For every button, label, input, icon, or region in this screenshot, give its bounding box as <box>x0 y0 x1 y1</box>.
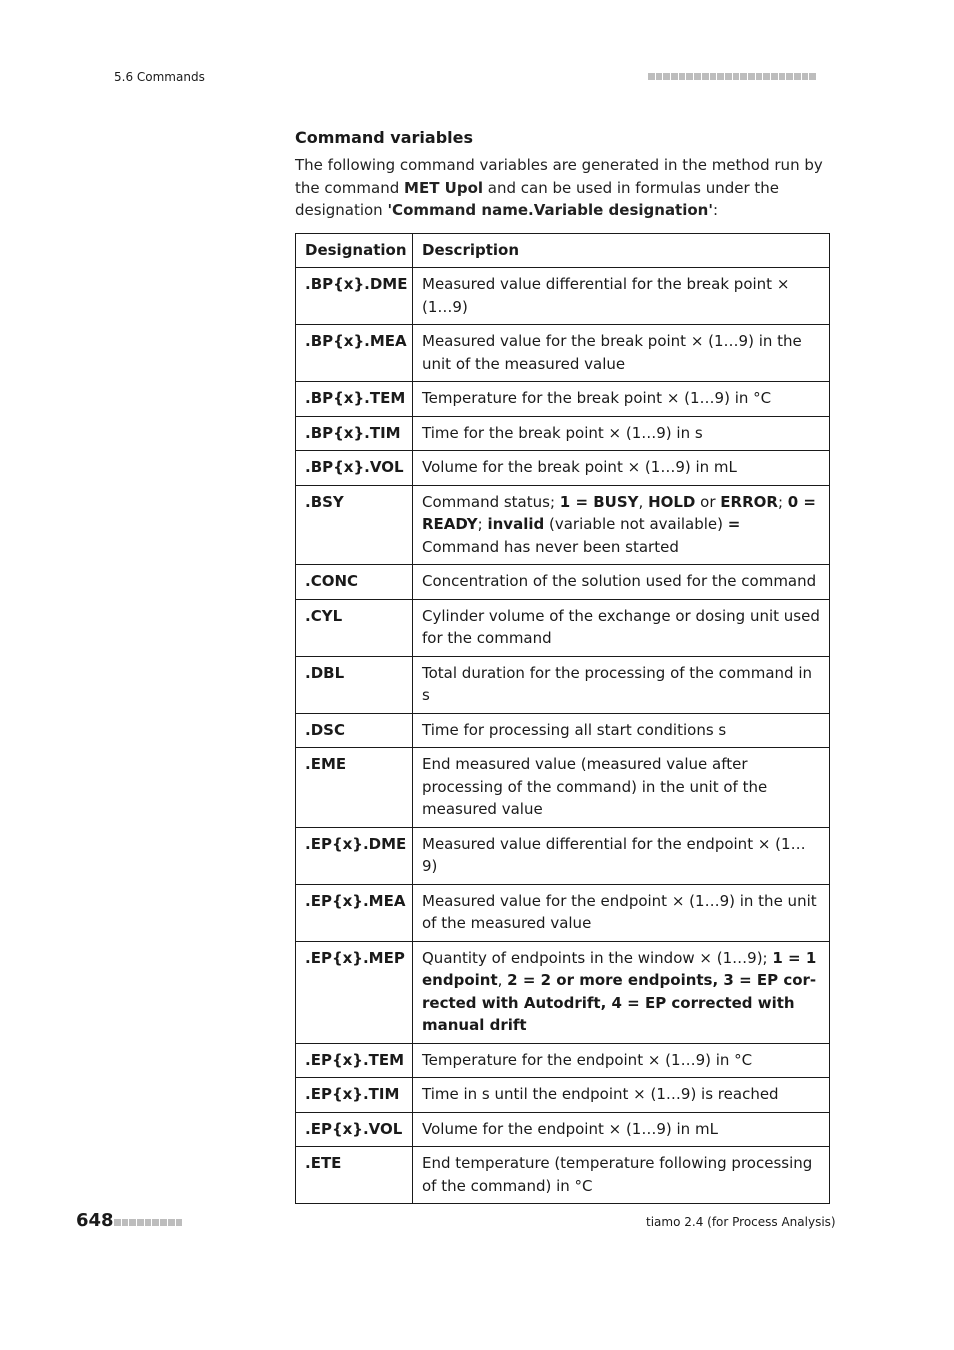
intro-paragraph <box>295 154 830 222</box>
decoration-square <box>114 1219 121 1226</box>
table-row <box>296 941 830 1043</box>
decoration-square <box>122 1219 129 1226</box>
running-header-section: 5.6 Commands <box>114 70 205 84</box>
description-text: ; <box>777 492 788 511</box>
decoration-square <box>679 73 686 80</box>
description-bold: 0 = READY <box>422 492 816 533</box>
variable-designation: .BSY <box>296 485 413 565</box>
intro-command-name: MET Upol <box>404 178 484 197</box>
variable-designation: .EP{x}.TIM <box>296 1078 413 1113</box>
description-text: Measured value for the break point × (1…9) in the unit of the measured value <box>422 332 802 373</box>
decoration-square <box>740 73 747 80</box>
description-text: Temperature for the break point × (1…9) in °C <box>422 389 772 407</box>
variable-designation: .EP{x}.DME <box>296 827 413 884</box>
description-bold: 1 = 1 endpoint <box>422 948 817 989</box>
table-row <box>296 748 830 828</box>
variables-table <box>295 233 830 1205</box>
description-text: Quantity of endpoints in the window × (1…9); <box>422 948 773 967</box>
variable-designation: .CONC <box>296 565 413 600</box>
table-row <box>296 884 830 941</box>
variable-description <box>413 382 830 417</box>
decoration-square <box>733 73 740 80</box>
description-text: Volume for the break point × (1…9) in mL <box>422 458 737 476</box>
table-row <box>296 1078 830 1113</box>
table-row <box>296 416 830 451</box>
description-bold: invalid <box>487 515 545 533</box>
variable-designation: .BP{x}.TEM <box>296 382 413 417</box>
decoration-square <box>129 1219 136 1226</box>
table-row <box>296 713 830 748</box>
variable-designation: .ETE <box>296 1147 413 1204</box>
decoration-square <box>663 73 670 80</box>
header-designation: Designation <box>296 233 413 268</box>
variable-designation: .EP{x}.MEA <box>296 884 413 941</box>
description-text: Command has never been started <box>422 537 679 556</box>
table-row <box>296 485 830 565</box>
decoration-square <box>794 73 801 80</box>
decoration-square <box>717 73 724 80</box>
page-number: 648 <box>76 1210 114 1231</box>
variable-description <box>413 416 830 451</box>
description-text: Measured value differential for the endpoint × (1…9) <box>422 834 806 875</box>
decoration-square <box>748 73 755 80</box>
description-text: or <box>695 492 721 511</box>
description-text: End measured value (measured value after processing of the command) in the unit of the measured value <box>422 755 768 818</box>
intro-text-2: and can be used in formulas under the designation <box>295 178 780 219</box>
variable-designation: .DSC <box>296 713 413 748</box>
description-text: Time for the break point × (1…9) in s <box>422 423 703 442</box>
variable-description <box>413 1078 830 1113</box>
variable-description <box>413 1112 830 1147</box>
product-name: tiamo 2.4 (for Process Analysis) <box>646 1215 836 1229</box>
decoration-square <box>152 1219 159 1226</box>
description-bold: 1 = BUSY <box>559 492 639 511</box>
description-text: Time for processing all start conditions s <box>422 720 727 739</box>
decoration-square <box>710 73 717 80</box>
table-row <box>296 1043 830 1078</box>
description-bold: = <box>727 515 741 533</box>
description-text: (variable not available) <box>544 515 728 533</box>
description-text: Measured value differential for the break point × (1…9) <box>422 275 790 316</box>
table-row <box>296 1147 830 1204</box>
decoration-square <box>648 73 655 80</box>
description-text: Measured value for the endpoint × (1…9) in the unit of the measured value <box>422 891 817 932</box>
footer-decoration <box>114 1219 182 1226</box>
variable-description <box>413 713 830 748</box>
table-row <box>296 268 830 325</box>
decoration-square <box>671 73 678 80</box>
variable-description <box>413 565 830 600</box>
intro-text-3: : <box>712 201 719 219</box>
description-bold: ERROR <box>720 492 778 511</box>
variable-description <box>413 827 830 884</box>
variable-description <box>413 656 830 713</box>
decoration-square <box>686 73 693 80</box>
table-row <box>296 325 830 382</box>
decoration-square <box>176 1219 183 1226</box>
intro-designation: 'Command name.Variable designation' <box>387 201 713 219</box>
variable-description <box>413 268 830 325</box>
description-text: Cylinder volume of the exchange or dosing unit used for the command <box>422 606 820 647</box>
description-text: Command status; <box>422 492 560 511</box>
description-text: Total duration for the processing of the command in s <box>422 663 812 704</box>
table-row <box>296 1112 830 1147</box>
decoration-square <box>802 73 809 80</box>
table-row <box>296 656 830 713</box>
decoration-square <box>160 1219 167 1226</box>
description-text: Temperature for the endpoint × (1…9) in °C <box>422 1050 753 1069</box>
variable-description <box>413 599 830 656</box>
decoration-square <box>809 73 816 80</box>
table-row <box>296 599 830 656</box>
decoration-square <box>145 1219 152 1226</box>
description-bold: 2 = 2 or more endpoints, 3 = EP corrected with Autodrift, 4 = EP corrected with manual drift <box>422 971 817 1034</box>
variable-description <box>413 1043 830 1078</box>
table-row <box>296 565 830 600</box>
variable-designation: .DBL <box>296 656 413 713</box>
variable-designation: .EP{x}.VOL <box>296 1112 413 1147</box>
variable-designation: .BP{x}.MEA <box>296 325 413 382</box>
header-decoration <box>648 73 816 80</box>
variable-designation: .EME <box>296 748 413 828</box>
description-text: Volume for the endpoint × (1…9) in mL <box>422 1119 718 1138</box>
description-bold: HOLD <box>648 492 696 511</box>
variable-description <box>413 325 830 382</box>
variable-description <box>413 1147 830 1204</box>
table-row <box>296 451 830 486</box>
decoration-square <box>771 73 778 80</box>
description-text: End temperature (temperature following processing of the command) in °C <box>422 1154 813 1195</box>
variable-designation: .BP{x}.VOL <box>296 451 413 486</box>
variable-description <box>413 884 830 941</box>
decoration-square <box>168 1219 175 1226</box>
description-text: , <box>638 492 649 511</box>
table-row <box>296 827 830 884</box>
decoration-square <box>725 73 732 80</box>
page-content <box>295 126 830 1204</box>
decoration-square <box>702 73 709 80</box>
section-title: Command variables <box>295 128 473 147</box>
decoration-square <box>137 1219 144 1226</box>
intro-text-1: The following command variables are generated in the method run by the command <box>295 156 823 197</box>
variable-designation: .EP{x}.MEP <box>296 941 413 1043</box>
description-text: Concentration of the solution used for the command <box>422 572 817 590</box>
variable-description <box>413 748 830 828</box>
header-description: Description <box>413 233 830 268</box>
decoration-square <box>763 73 770 80</box>
description-text: ; <box>477 515 488 533</box>
description-text: , <box>497 971 508 989</box>
table-header-row <box>296 233 830 268</box>
variable-description <box>413 941 830 1043</box>
decoration-square <box>656 73 663 80</box>
variable-designation: .BP{x}.TIM <box>296 416 413 451</box>
decoration-square <box>756 73 763 80</box>
description-text: Time in s until the endpoint × (1…9) is reached <box>422 1085 779 1103</box>
variable-designation: .EP{x}.TEM <box>296 1043 413 1078</box>
decoration-square <box>779 73 786 80</box>
decoration-square <box>786 73 793 80</box>
decoration-square <box>694 73 701 80</box>
variable-description <box>413 485 830 565</box>
table-row <box>296 382 830 417</box>
variable-designation: .BP{x}.DME <box>296 268 413 325</box>
variable-description <box>413 451 830 486</box>
variable-designation: .CYL <box>296 599 413 656</box>
